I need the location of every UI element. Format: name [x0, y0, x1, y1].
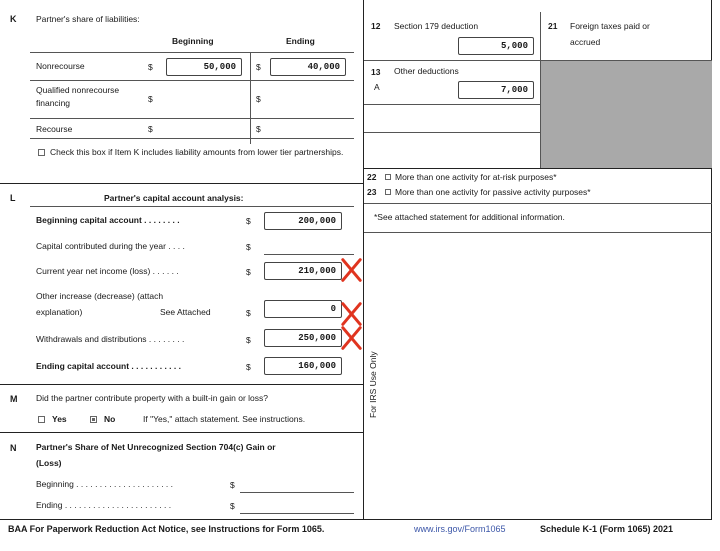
ending-capital-field[interactable]: 160,000: [264, 357, 342, 375]
box-13-code: A: [374, 82, 380, 92]
no-label: No: [104, 414, 116, 424]
net-income-label: Current year net income (loss) . . . . . .: [36, 266, 179, 276]
red-x-mark-icon: [340, 326, 364, 350]
rule: [30, 52, 354, 53]
section-l-title: Partner's capital account analysis:: [104, 193, 244, 203]
irs-use-only-label: For IRS Use Only: [368, 351, 378, 418]
box-13-number: 13: [371, 67, 381, 77]
line-23-number: 23: [367, 187, 377, 197]
dollar-sign: $: [246, 308, 251, 318]
other-deductions-field[interactable]: 7,000: [458, 81, 534, 99]
passive-activity-checkbox[interactable]: [385, 189, 391, 195]
box-12-label: Section 179 deduction: [394, 21, 479, 31]
dollar-sign: $: [246, 242, 251, 252]
withdrawals-field[interactable]: 250,000: [264, 329, 342, 347]
section-n-title-line2: (Loss): [36, 458, 62, 468]
dollar-sign: $: [246, 362, 251, 372]
dollar-sign: $: [230, 480, 235, 490]
section-n-beginning-label: Beginning . . . . . . . . . . . . . . . . . . . . .: [36, 479, 173, 489]
beginning-capital-field[interactable]: 200,000: [264, 212, 342, 230]
footer-irs-link[interactable]: www.irs.gov/Form1065: [414, 524, 506, 534]
box-13-label: Other deductions: [394, 66, 459, 76]
rule: [364, 232, 712, 233]
rule: [30, 206, 354, 207]
yes-label: Yes: [52, 414, 67, 424]
nonrecourse-beginning-field[interactable]: 50,000: [166, 58, 242, 76]
box-21-label-line1: Foreign taxes paid or: [570, 21, 650, 31]
footer-form-name: Schedule K-1 (Form 1065) 2021: [540, 524, 674, 534]
rule: [364, 104, 540, 105]
form-bottom-border: [0, 519, 712, 520]
dollar-sign: $: [246, 216, 251, 226]
section-l-letter: L: [10, 193, 16, 203]
red-x-mark-icon: [340, 258, 364, 282]
line-23-text: More than one activity for passive activity purposes*: [395, 187, 591, 197]
section-m-note: If "Yes," attach statement. See instructions.: [143, 414, 306, 424]
box-12-number: 12: [371, 21, 381, 31]
right-column: [364, 0, 712, 519]
ending-capital-label: Ending capital account . . . . . . . . . . .: [36, 361, 181, 371]
column-divider: [250, 52, 251, 144]
dollar-sign: $: [148, 124, 153, 134]
section-n-letter: N: [10, 443, 17, 453]
red-x-mark-icon: [340, 302, 364, 326]
entry-line[interactable]: [240, 492, 354, 493]
section-m-question: Did the partner contribute property with a built-in gain or loss?: [36, 393, 268, 403]
entry-line[interactable]: [240, 513, 354, 514]
no-checkbox[interactable]: [90, 416, 97, 423]
footer-baa-notice: BAA For Paperwork Reduction Act Notice, see Instructions for Form 1065.: [8, 524, 325, 534]
section-m-letter: M: [10, 394, 18, 404]
left-column: [0, 0, 364, 519]
see-attached-label: See Attached: [160, 307, 211, 317]
section-179-field[interactable]: 5,000: [458, 37, 534, 55]
attached-statement-note: *See attached statement for additional information.: [374, 212, 565, 222]
lower-tier-checkbox[interactable]: [38, 149, 45, 156]
dollar-sign: $: [256, 124, 261, 134]
lower-tier-checkbox-label: Check this box if Item K includes liability amounts from lower tier partnerships.: [50, 147, 344, 157]
rule: [364, 203, 712, 204]
section-divider: [0, 384, 364, 385]
section-k-title: Partner's share of liabilities:: [36, 14, 140, 24]
section-k-letter: K: [10, 14, 17, 24]
dollar-sign: $: [256, 62, 261, 72]
dollar-sign: $: [230, 501, 235, 511]
section-divider: [0, 432, 364, 433]
recourse-label: Recourse: [36, 124, 73, 134]
other-increase-label-line1: Other increase (decrease) (attach: [36, 291, 164, 301]
rule: [364, 132, 540, 133]
nonrecourse-ending-field[interactable]: 40,000: [270, 58, 346, 76]
nonrecourse-label: Nonrecourse: [36, 61, 85, 71]
rule: [30, 118, 354, 119]
dollar-sign: $: [256, 94, 261, 104]
dollar-sign: $: [246, 335, 251, 345]
withdrawals-label: Withdrawals and distributions . . . . . . . .: [36, 334, 185, 344]
qualified-nonrecourse-label: Qualified nonrecourse financing: [36, 85, 120, 108]
other-increase-field[interactable]: 0: [264, 300, 342, 318]
section-divider: [364, 168, 712, 169]
box-21-number: 21: [548, 21, 558, 31]
section-n-ending-label: Ending . . . . . . . . . . . . . . . . . . . . . . .: [36, 500, 172, 510]
col-ending-header: Ending: [286, 36, 315, 46]
dollar-sign: $: [246, 267, 251, 277]
at-risk-checkbox[interactable]: [385, 174, 391, 180]
col-beginning-header: Beginning: [172, 36, 214, 46]
section-divider: [0, 183, 364, 184]
rule: [30, 80, 354, 81]
dollar-sign: $: [148, 94, 153, 104]
yes-checkbox[interactable]: [38, 416, 45, 423]
line-22-number: 22: [367, 172, 377, 182]
dollar-sign: $: [148, 62, 153, 72]
entry-line: [264, 254, 354, 255]
box-21-label-line2: accrued: [570, 37, 601, 47]
rule: [30, 138, 354, 139]
capital-contributed-label: Capital contributed during the year . . . .: [36, 241, 185, 251]
other-increase-label-line2: explanation): [36, 307, 83, 317]
beginning-capital-label: Beginning capital account . . . . . . . .: [36, 215, 180, 225]
shaded-area: [541, 61, 712, 168]
net-income-field[interactable]: 210,000: [264, 262, 342, 280]
line-22-text: More than one activity for at-risk purposes*: [395, 172, 557, 182]
section-n-title-line1: Partner's Share of Net Unrecognized Section 704(c) Gain or: [36, 442, 276, 452]
